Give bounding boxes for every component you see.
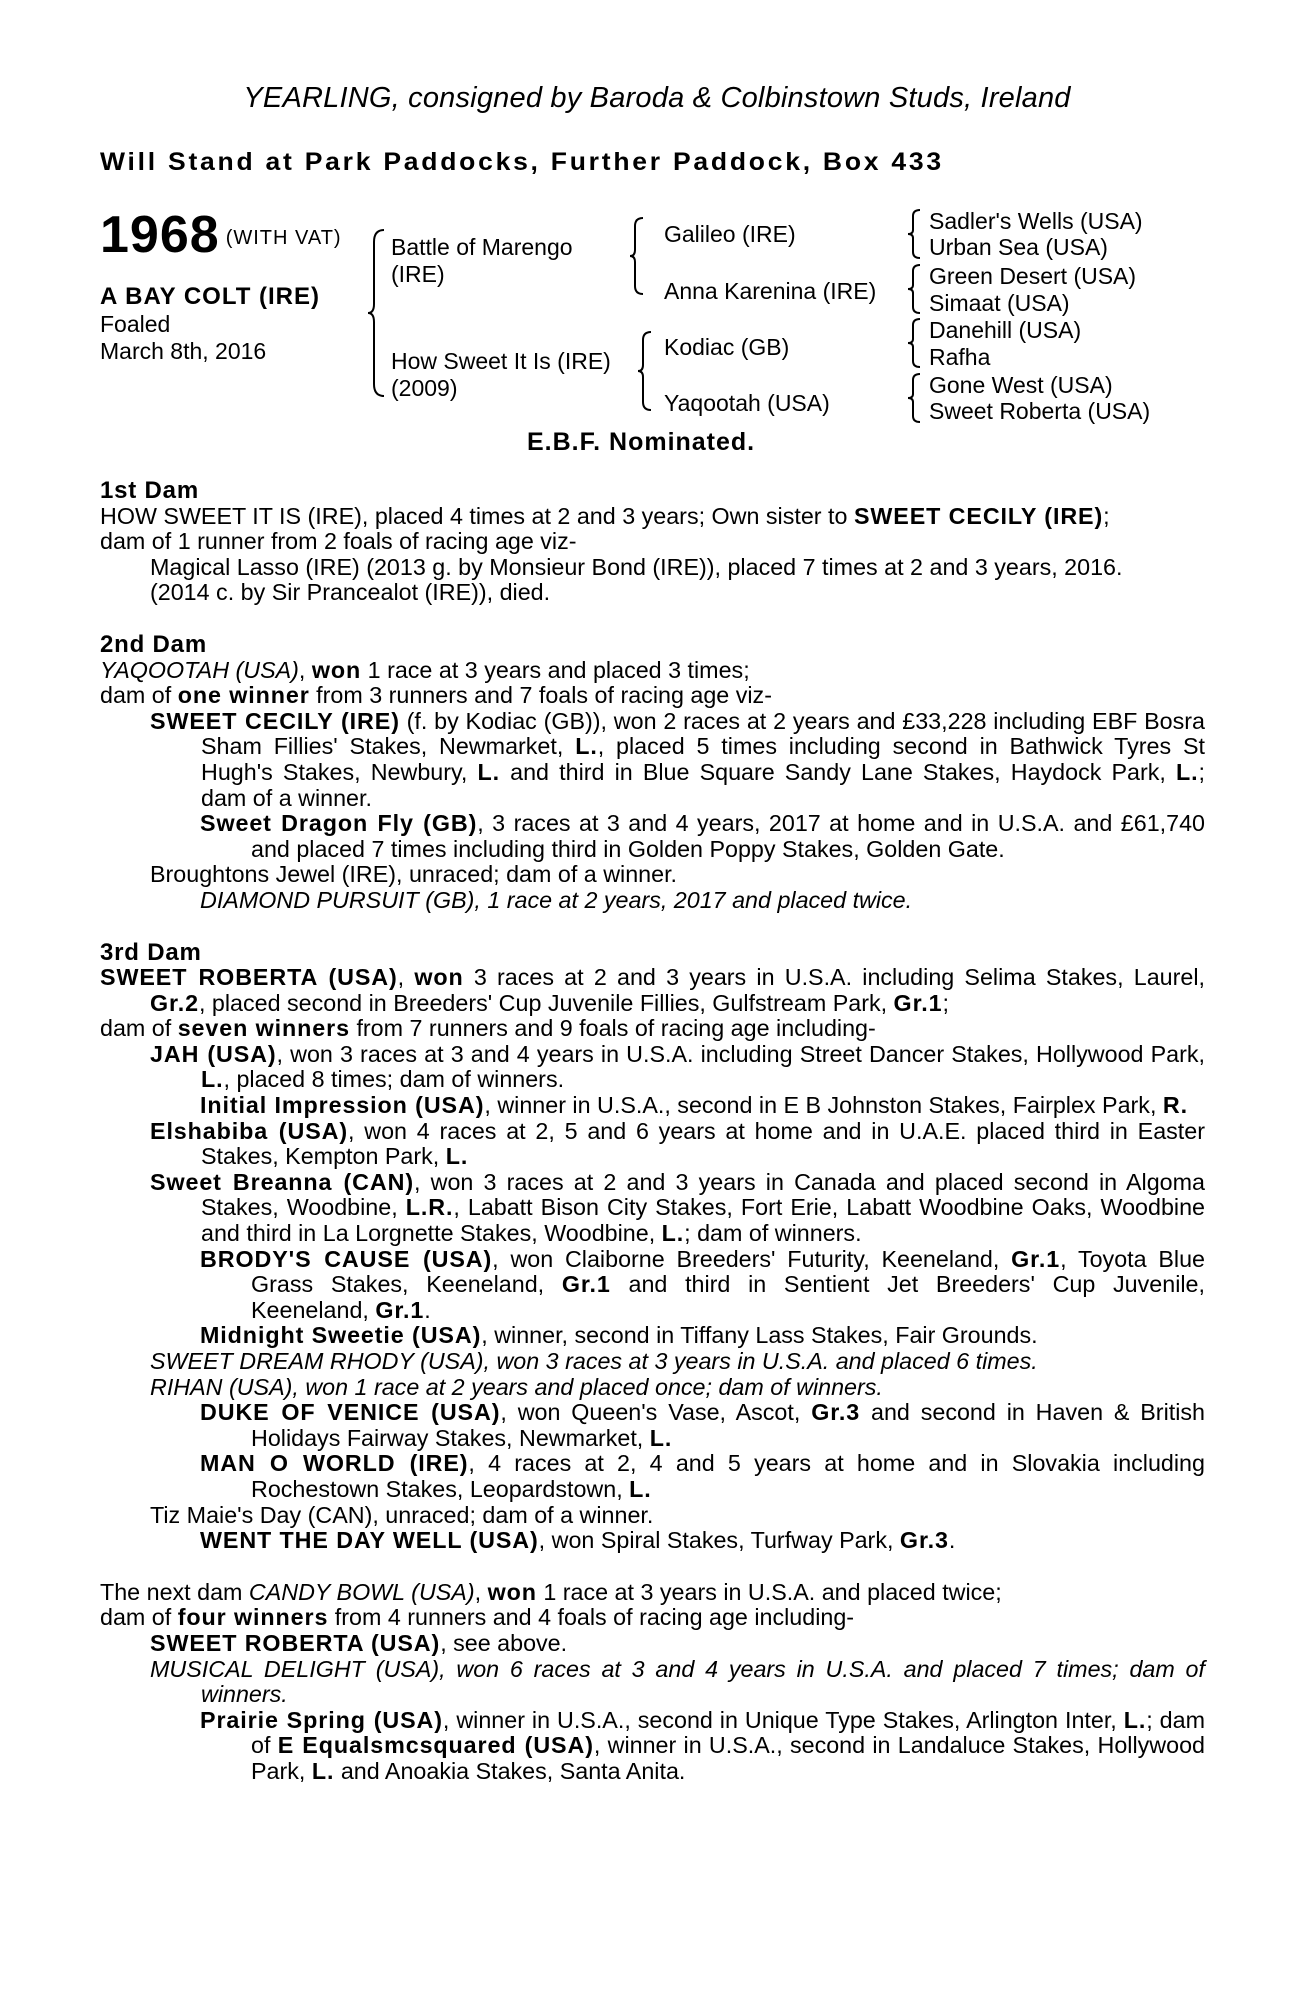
t: .: [948, 1527, 956, 1554]
restricted: R.: [1162, 1092, 1188, 1119]
dsd: Rafha: [929, 344, 991, 370]
t: ; dam of a winner.: [201, 758, 1205, 811]
sire-origin: (IRE): [391, 261, 445, 287]
sdd: Simaat (USA): [929, 290, 1070, 316]
horse-name: SWEET ROBERTA (USA): [150, 1629, 441, 1656]
listed: L.R.: [405, 1194, 454, 1221]
stand-location: Will Stand at Park Paddocks, Further Paddock, Box 433: [100, 148, 944, 176]
horse-name: Midnight Sweetie (USA): [200, 1322, 482, 1349]
t: , won Claiborne Breeders' Futurity, Keeneland,: [492, 1245, 1012, 1272]
t: , 3 races at 3 and 4 years, 2017 at home and in U.S.A. and £61,740 and placed 7 times including third in Golden Poppy Stakes, Golden Gate.: [251, 810, 1206, 862]
dss: Danehill (USA): [929, 317, 1082, 343]
vat-note: (WITH VAT): [225, 227, 342, 249]
dam2-heading: 2nd Dam: [100, 630, 207, 658]
dam3-produce-tiz-maies-day: Tiz Maie's Day (CAN), unraced; dam of a winner.: [150, 1501, 654, 1528]
dam2-line2: [100, 683, 1205, 709]
dam3-produce-sweet-breanna: [100, 1170, 1205, 1247]
t: ;: [942, 989, 949, 1016]
sss: Sadler's Wells (USA): [929, 208, 1143, 234]
dam1-text: HOW SWEET IT IS (IRE), placed 4 times at 2 and 3 years; Own sister to: [100, 502, 854, 529]
group: Gr.3: [899, 1527, 949, 1554]
t: 1 race at 3 years in U.S.A. and placed twice;: [536, 1578, 1002, 1605]
horse-name: E Equalsmcsquared (USA): [277, 1732, 594, 1759]
horse-name: SWEET CECILY (IRE): [150, 707, 400, 734]
dam2-produce-sweet-cecily: [100, 709, 1205, 811]
dam1-produce-2: (2014 c. by Sir Prancealot (IRE)), died.: [150, 579, 551, 606]
listed: L.: [661, 1220, 685, 1247]
sire-name: Battle of Marengo: [391, 234, 573, 260]
horse-name: Sweet Breanna (CAN): [150, 1168, 414, 1195]
t: and third in Blue Square Sandy Lane Stakes, Haydock Park,: [500, 758, 1176, 785]
t: , winner, second in Tiffany Lass Stakes, Fair Grounds.: [481, 1322, 1038, 1349]
lot-number-line: [100, 208, 370, 265]
horse-name: Initial Impression (USA): [200, 1092, 485, 1119]
t: ; dam of: [251, 1706, 1205, 1759]
brace-g1: [906, 208, 924, 260]
dam2-line1: [100, 658, 1205, 684]
t: from 3 runners and 7 foals of racing age viz-: [309, 682, 772, 709]
t: and Anoakia Stakes, Santa Anita.: [334, 1757, 686, 1784]
dam1-sibling: SWEET CECILY (IRE): [853, 502, 1104, 529]
t: .: [424, 1296, 431, 1323]
listed: L.: [629, 1475, 652, 1502]
nextdam-produce-sweet-roberta: [100, 1631, 1205, 1657]
t: , placed 8 times; dam of winners.: [223, 1066, 565, 1093]
dam3-produce-went-the-day-well: [100, 1528, 1205, 1554]
listed: L.: [201, 1066, 224, 1093]
t: , winner in U.S.A., second in E B Johnston Stakes, Fairplex Park,: [484, 1092, 1163, 1119]
dam1-heading: 1st Dam: [100, 477, 199, 504]
winners-count: four winners: [177, 1604, 329, 1631]
dam3-produce-elshabiba: [100, 1119, 1205, 1170]
t: from 7 runners and 9 foals of racing age including-: [349, 1015, 876, 1042]
dam3-produce-man-o-world: [100, 1451, 1205, 1502]
group: Gr.1: [1011, 1245, 1061, 1272]
horse-name: Prairie Spring (USA): [200, 1706, 443, 1733]
dam-name: How Sweet It Is (IRE): [391, 348, 611, 374]
listed: L.: [575, 733, 598, 760]
dam2-produce-sweet-dragon-fly: [100, 811, 1205, 862]
listed: L.: [1176, 758, 1199, 785]
pedigree-brace-sire: [628, 216, 648, 296]
t: , Labatt Bison City Stakes, Fort Erie, Labatt Woodbine Oaks, Woodbine and third in La Lorgnette Stakes, Woodbine,: [201, 1194, 1205, 1247]
t: and third in Sentient Jet Breeders' Cup Juvenile, Keeneland,: [251, 1271, 1205, 1323]
dam3-name: SWEET ROBERTA (USA): [100, 964, 398, 991]
consignor-line: YEARLING, consigned by Baroda & Colbinstown Studs, Ireland: [243, 82, 1071, 114]
won-label: won: [414, 964, 464, 991]
brace-g4: [906, 372, 924, 424]
group: Gr.1: [375, 1296, 425, 1323]
group: Gr.1: [561, 1271, 611, 1298]
group: Gr.2: [150, 989, 199, 1016]
group: Gr.1: [893, 989, 943, 1016]
foaled-date: March 8th, 2016: [100, 338, 267, 364]
dam3-produce-duke-of-venice: [100, 1400, 1205, 1451]
t: , won 4 races at 2, 5 and 6 years at home and in U.A.E. placed third in Easter Stakes, Kempton Park,: [201, 1117, 1205, 1170]
listed: L.: [649, 1424, 673, 1451]
lot-number: 1968: [100, 206, 220, 264]
nextdam-line2: [100, 1605, 1205, 1631]
t: from 4 runners and 4 foals of racing age including-: [328, 1604, 855, 1631]
t: , placed 5 times including second in Bathwick Tyres St Hugh's Stakes, Newbury,: [201, 733, 1205, 785]
dam2-record: 1 race at 3 years and placed 3 times;: [361, 656, 750, 683]
t: , won Queen's Vase, Ascot,: [500, 1399, 812, 1426]
t: , won 3 races at 2 and 3 years in Canada and placed second in Algoma Stakes, Woodbine,: [201, 1168, 1205, 1221]
dam-year: (2009): [391, 375, 458, 401]
t: , placed second in Breeders' Cup Juvenile Fillies, Gulfstream Park,: [198, 989, 894, 1016]
t: 3 races at 2 and 3 years in U.S.A. including Selima Stakes, Laurel,: [463, 964, 1205, 991]
dam1-line2: dam of 1 runner from 2 foals of racing age viz-: [100, 528, 577, 555]
t: ,: [474, 1578, 488, 1605]
dam1-punct: ;: [1103, 502, 1110, 529]
listed: L.: [445, 1143, 469, 1170]
listed: L.: [477, 758, 501, 785]
nextdam-produce-musical-delight: MUSICAL DELIGHT (USA), won 6 races at 3 and 4 years in U.S.A. and placed 7 times; dam of winners.: [150, 1655, 1205, 1708]
listed: L.: [1123, 1706, 1147, 1733]
horse-name: Elshabiba (USA): [150, 1117, 349, 1144]
horse-name: BRODY'S CAUSE (USA): [200, 1245, 493, 1272]
catalogue-body: [100, 478, 1205, 1785]
horse-name: MAN O WORLD (IRE): [200, 1450, 469, 1477]
brace-g2: [906, 263, 924, 315]
horse-name: Sweet Dragon Fly (GB): [200, 810, 478, 837]
nextdam-produce-prairie-spring: [100, 1708, 1205, 1785]
t: dam of: [100, 1604, 178, 1631]
t: dam of: [100, 682, 178, 709]
sds: Green Desert (USA): [929, 263, 1137, 289]
horse-name: DUKE OF VENICE (USA): [200, 1399, 501, 1426]
nextdam-name: CANDY BOWL (USA): [248, 1578, 475, 1605]
dam1-line1: [100, 504, 1205, 530]
horse-name: WENT THE DAY WELL (USA): [200, 1527, 539, 1554]
dam2-produce-broughtons-jewel: Broughtons Jewel (IRE), unraced; dam of a winner.: [150, 861, 678, 888]
horse-name: JAH (USA): [150, 1040, 277, 1067]
sire-dam: Anna Karenina (IRE): [664, 278, 877, 304]
t: , winner in U.S.A., second in Landaluce Stakes, Hollywood Park,: [251, 1732, 1205, 1784]
won-label: won: [311, 656, 362, 683]
pedigree-brace-dam: [636, 330, 656, 412]
dam3-produce-rihan: RIHAN (USA), won 1 race at 2 years and placed once; dam of winners.: [150, 1373, 883, 1400]
t: and second in Haven & British Holidays Fairway Stakes, Newmarket,: [251, 1399, 1205, 1451]
ssd: Urban Sea (USA): [929, 234, 1108, 260]
t: , Toyota Blue Grass Stakes, Keeneland,: [251, 1245, 1206, 1298]
won-label: won: [487, 1578, 537, 1605]
dam-dam: Yaqootah (USA): [664, 390, 830, 416]
brace-g3: [906, 317, 924, 369]
lot-info: [100, 208, 370, 365]
dam2-produce-diamond-pursuit: DIAMOND PURSUIT (GB), 1 race at 2 years, 2017 and placed twice.: [200, 886, 913, 913]
winners-count: seven winners: [177, 1015, 350, 1042]
t: , 4 races at 2, 4 and 5 years at home and in Slovakia including Rochestown Stakes, Leopardstown,: [251, 1450, 1205, 1502]
dam3-produce-jah: [100, 1042, 1205, 1093]
ebf-nominated: E.B.F. Nominated.: [527, 428, 756, 456]
nextdam-line1: [100, 1580, 1205, 1606]
colt-description: A BAY COLT (IRE): [100, 283, 321, 310]
dam1-produce-1: Magical Lasso (IRE) (2013 g. by Monsieur Bond (IRE)), placed 7 times at 2 and 3 years, 2016.: [150, 553, 1123, 580]
sep: ,: [298, 656, 312, 683]
t: dam of: [100, 1015, 178, 1042]
t: (f. by Kodiac (GB)), won 2 races at 2 years and £33,228 including EBF Bosra Sham Fillies' Stakes, Newmarket,: [201, 707, 1206, 760]
dam3-produce-sweet-dream-rhody: SWEET DREAM RHODY (USA), won 3 races at 3 years in U.S.A. and placed 6 times.: [150, 1348, 1038, 1374]
listed: L.: [311, 1757, 335, 1784]
winners-count: one winner: [177, 682, 310, 709]
ddd: Sweet Roberta (USA): [929, 398, 1151, 424]
t: ; dam of winners.: [684, 1220, 862, 1247]
dam3-produce-midnight-sweetie: [100, 1323, 1205, 1349]
t: , see above.: [440, 1629, 568, 1656]
dam3-heading: 3rd Dam: [100, 938, 202, 966]
t: , won Spiral Stakes, Turfway Park,: [538, 1527, 900, 1554]
dam3-line1: [100, 965, 1205, 1016]
dam2-name: YAQOOTAH (USA): [100, 656, 299, 683]
pedigree-brace-main: [366, 228, 390, 398]
t: , won 3 races at 3 and 4 years in U.S.A. including Street Dancer Stakes, Hollywood Park,: [276, 1040, 1205, 1067]
t: ,: [397, 964, 415, 991]
sire-sire: Galileo (IRE): [664, 221, 796, 247]
dam-sire: Kodiac (GB): [664, 334, 790, 360]
dds: Gone West (USA): [929, 372, 1113, 398]
t: The next dam: [100, 1578, 249, 1605]
dam3-produce-initial-impression: [100, 1093, 1205, 1119]
dam3-line2: [100, 1016, 1205, 1042]
t: , winner in U.S.A., second in Unique Type Stakes, Arlington Inter,: [442, 1706, 1124, 1733]
dam3-produce-brodys-cause: [100, 1247, 1205, 1324]
foaled-label: Foaled: [100, 311, 171, 337]
group: Gr.3: [811, 1399, 861, 1426]
